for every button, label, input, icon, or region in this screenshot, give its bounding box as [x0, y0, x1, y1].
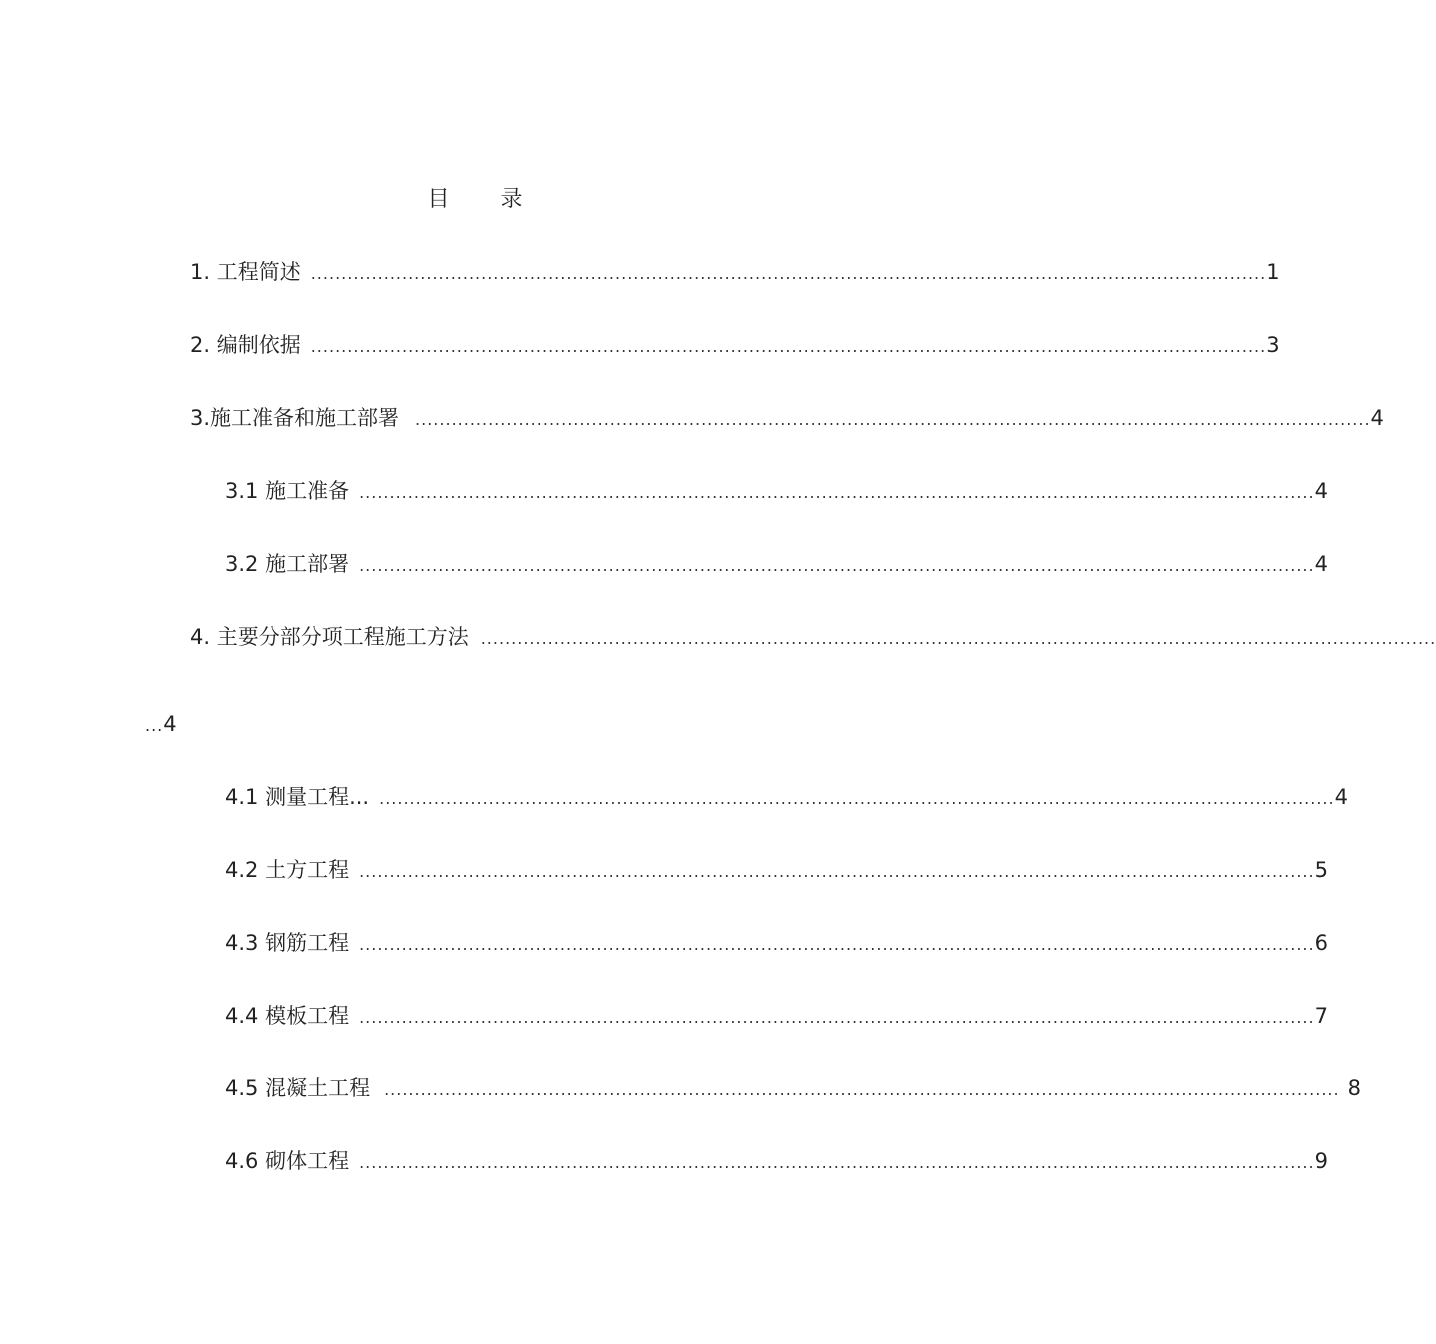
toc-entry-label: 4.2 土方工程: [225, 858, 350, 882]
toc-entry-page: 9: [1314, 1149, 1328, 1173]
dot-leader: .............................................................................................................................................................: [384, 1080, 1340, 1099]
toc-entry-4-5[interactable]: [225, 1072, 1361, 1106]
toc-entry-label: 4. 主要分部分项工程施工方法: [190, 625, 469, 649]
dot-leader: .............................................................................................................................................................: [359, 935, 1315, 954]
dot-leader: ...: [145, 716, 164, 735]
toc-entry-page: 4: [1314, 552, 1328, 576]
toc-entry-label: 3.施工准备和施工部署: [190, 406, 400, 430]
toc-entry-label: 4.4 模板工程: [225, 1004, 350, 1028]
dot-leader: .............................................................................................................................................................: [359, 483, 1315, 502]
toc-entry-page: 3: [1266, 333, 1280, 357]
toc-entry-page: 4: [1314, 479, 1328, 503]
dot-leader: .............................................................................................................................................................: [310, 264, 1267, 283]
toc-entry-page: 4: [1370, 406, 1384, 430]
toc-entry-4-4[interactable]: [225, 1000, 1328, 1034]
dot-leader: .............................................................................................................................................................: [310, 337, 1267, 356]
toc-entry-page: 4: [1334, 785, 1348, 809]
toc-entry-page: 1: [1266, 260, 1280, 284]
toc-entry-4-continuation: [145, 708, 177, 742]
dot-leader: .............................................................................................................................................................: [359, 1153, 1315, 1172]
toc-entry-label: 4.6 砌体工程: [225, 1149, 350, 1173]
toc-entry-4-6[interactable]: [225, 1145, 1328, 1179]
dot-leader: .............................................................................................................................................................: [480, 629, 1436, 648]
toc-entry-label: 4.5 混凝土工程: [225, 1076, 371, 1100]
dot-leader: .............................................................................................................................................................: [359, 1008, 1315, 1027]
toc-entry-4[interactable]: [190, 621, 1436, 655]
toc-entry-page: 7: [1314, 1004, 1328, 1028]
toc-entry-4-2[interactable]: [225, 854, 1328, 888]
dot-leader: .............................................................................................................................................................: [359, 862, 1315, 881]
toc-entry-1[interactable]: [190, 256, 1280, 290]
toc-entry-page: 4: [163, 712, 177, 736]
dot-leader: .............................................................................................................................................................: [415, 410, 1371, 429]
toc-entry-label: 3.1 施工准备: [225, 479, 350, 503]
toc-entry-label: 1. 工程简述: [190, 260, 301, 284]
toc-title: 目 录: [427, 187, 545, 212]
toc-entry-3[interactable]: [190, 402, 1384, 436]
toc-entry-3-2[interactable]: [225, 548, 1328, 582]
toc-entry-page: 8: [1347, 1076, 1361, 1100]
toc-entry-2[interactable]: [190, 329, 1280, 363]
dot-leader: .............................................................................................................................................................: [379, 789, 1335, 808]
toc-entry-4-1[interactable]: [225, 781, 1348, 815]
toc-entry-label: 4.3 钢筋工程: [225, 931, 350, 955]
toc-entry-page: 5: [1314, 858, 1328, 882]
toc-entry-label: 4.1 测量工程...: [225, 785, 370, 809]
toc-entry-label: 3.2 施工部署: [225, 552, 350, 576]
toc-entry-3-1[interactable]: [225, 475, 1328, 509]
dot-leader: .............................................................................................................................................................: [359, 556, 1315, 575]
toc-entry-label: 2. 编制依据: [190, 333, 301, 357]
toc-entry-4-3[interactable]: [225, 927, 1328, 961]
toc-entry-page: 6: [1314, 931, 1328, 955]
